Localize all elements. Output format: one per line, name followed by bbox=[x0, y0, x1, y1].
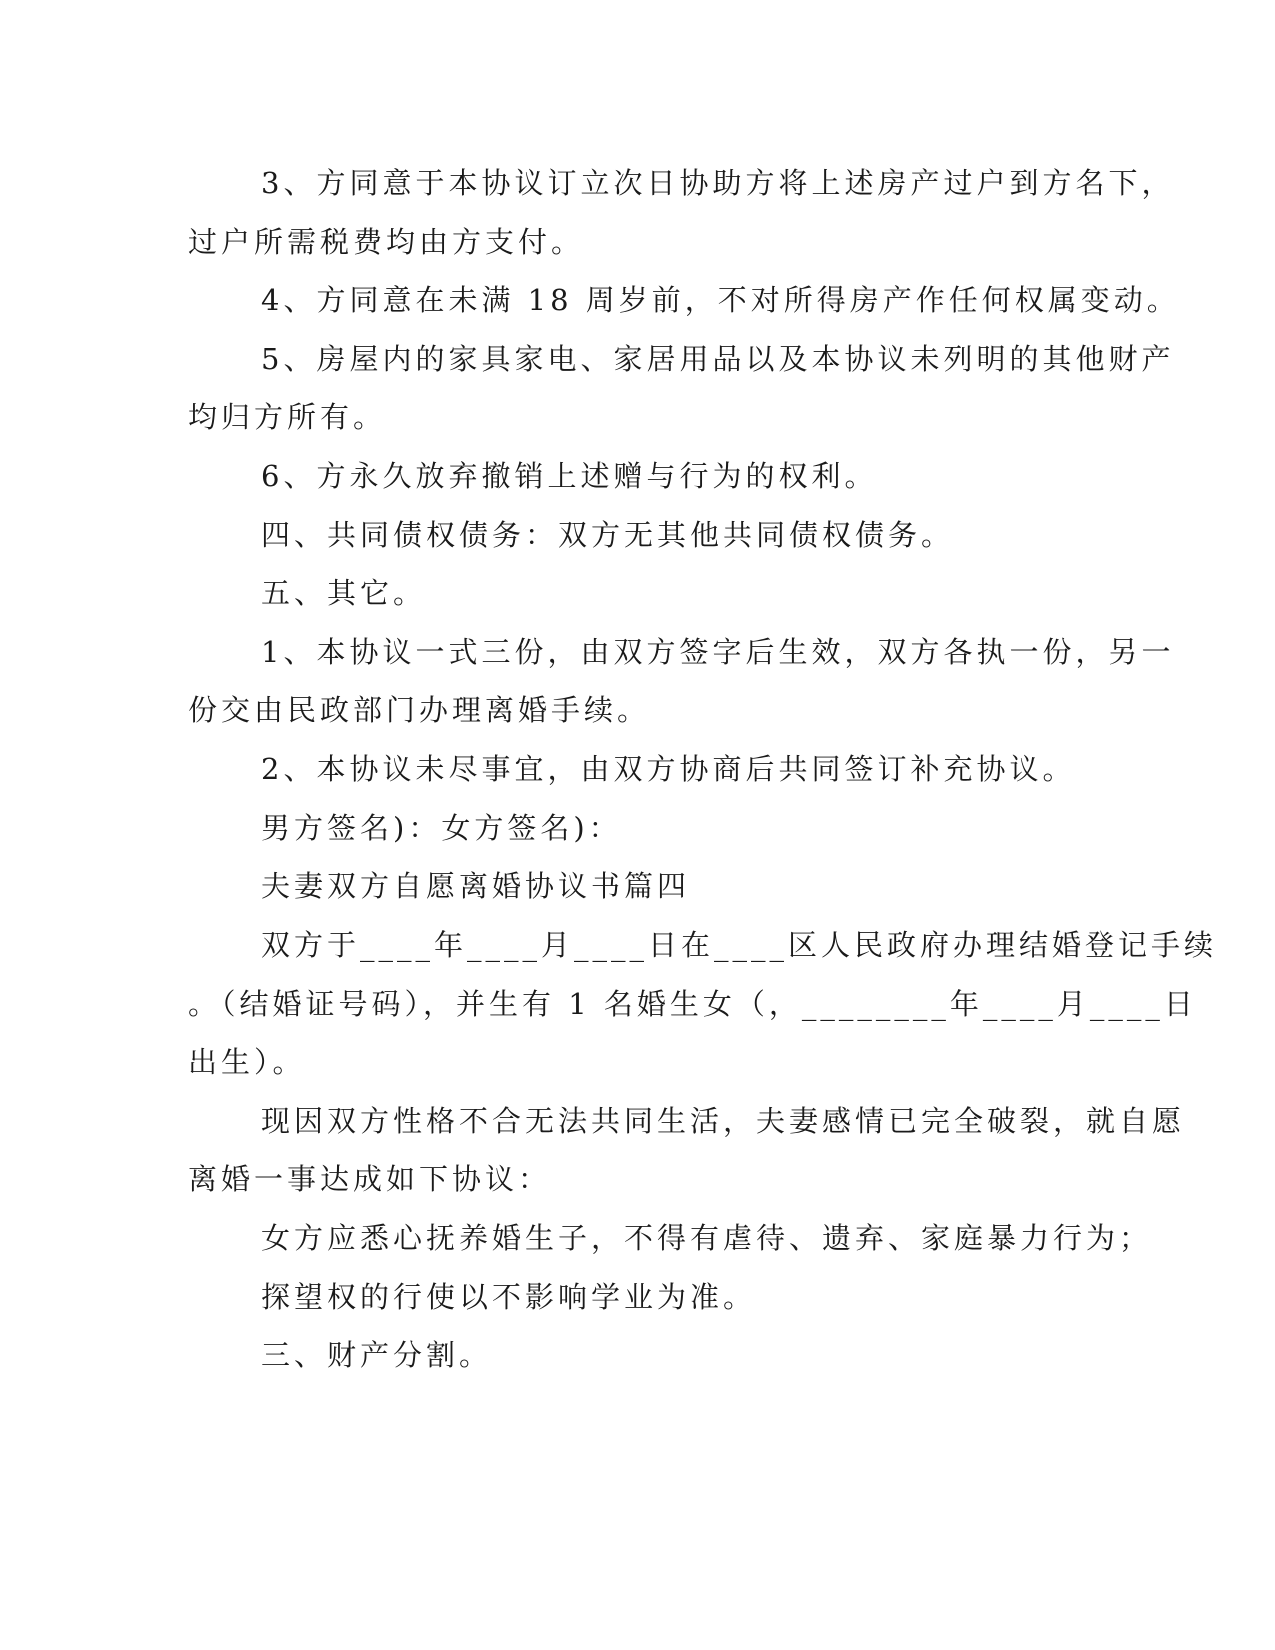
clause-4: 4、方同意在未满 18 周岁前，不对所得房产作任何权属变动。 bbox=[261, 283, 1180, 317]
clause-5-line-2: 均归方所有。 bbox=[188, 400, 387, 434]
clause-3-line-1: 3、方同意于本协议订立次日协助方将上述房产过户到方名下， bbox=[261, 166, 1175, 200]
reason-line-1: 现因双方性格不合无法共同生活，夫妻感情已完全破裂，就自愿 bbox=[261, 1104, 1186, 1138]
clause-5-line-1: 5、房屋内的家具家电、家居用品以及本协议未列明的其他财产 bbox=[261, 342, 1175, 376]
custody-clause: 女方应悉心抚养婚生子，不得有虐待、遗弃、家庭暴力行为； bbox=[261, 1221, 1153, 1255]
clause-3-line-2: 过户所需税费均由方支付。 bbox=[188, 225, 585, 259]
intro-line-1: 双方于____年____月____日在____区人民政府办理结婚登记手续 bbox=[261, 928, 1218, 962]
property-section-heading: 三、财产分割。 bbox=[261, 1338, 493, 1372]
section-title: 夫妻双方自愿离婚协议书篇四 bbox=[261, 869, 691, 903]
other-clause-1-line-2: 份交由民政部门办理离婚手续。 bbox=[188, 693, 651, 727]
other-clause-1-line-1: 1、本协议一式三份，由双方签字后生效，双方各执一份，另一 bbox=[261, 635, 1175, 669]
signature-line: 男方签名)：女方签名)： bbox=[261, 811, 622, 845]
section-5-heading: 五、其它。 bbox=[261, 576, 427, 610]
reason-line-2: 离婚一事达成如下协议： bbox=[188, 1162, 552, 1196]
clause-6: 6、方永久放弃撤销上述赠与行为的权利。 bbox=[261, 459, 878, 493]
intro-line-3: 出生）。 bbox=[188, 1045, 306, 1079]
section-4-heading: 四、共同债权债务：双方无其他共同债权债务。 bbox=[261, 518, 955, 552]
visitation-clause: 探望权的行使以不影响学业为准。 bbox=[261, 1280, 757, 1314]
intro-line-2: 。（结婚证号码），并生有 1 名婚生女（，________年____月____日 bbox=[188, 987, 1197, 1021]
other-clause-2: 2、本协议未尽事宜，由双方协商后共同签订补充协议。 bbox=[261, 752, 1076, 786]
